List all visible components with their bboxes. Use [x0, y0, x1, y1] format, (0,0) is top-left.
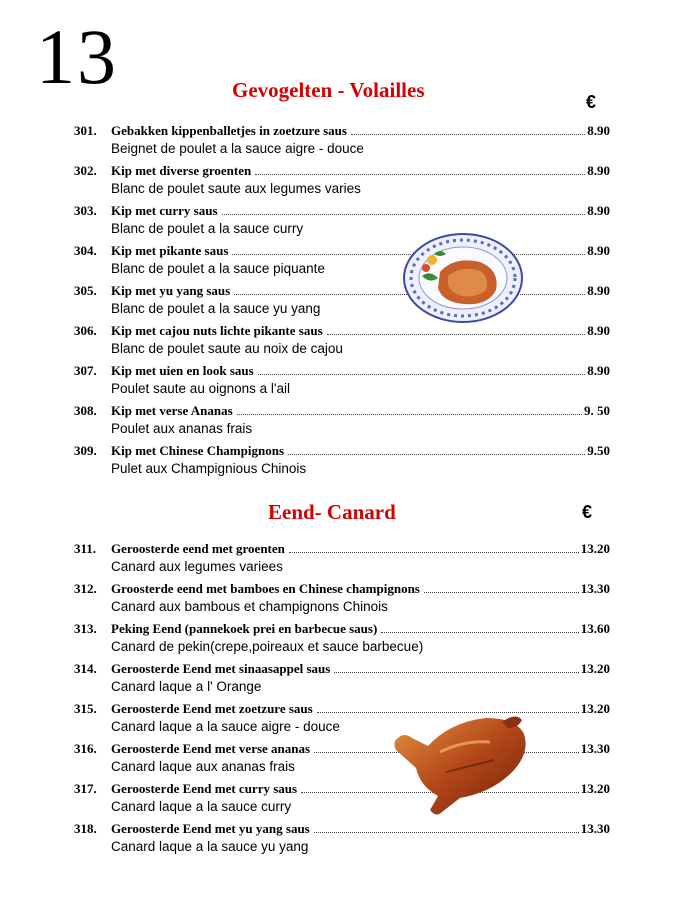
item-name: Geroosterde eend met groenten: [111, 541, 285, 556]
item-number: 305.: [74, 283, 97, 298]
item-name: Kip met cajou nuts lichte pikante saus: [111, 323, 323, 338]
currency-symbol: €: [586, 92, 597, 112]
item-name: Kip met verse Ananas: [111, 403, 233, 418]
dotted-leader: [381, 632, 578, 633]
menu-item: [74, 239, 610, 279]
menu-item: [74, 159, 610, 199]
item-number: 315.: [74, 701, 97, 716]
item-description: Canard de pekin(crepe,poireaux et sauce barbecue): [111, 639, 424, 654]
item-number: 307.: [74, 363, 97, 378]
item-name: Geroosterde Eend met curry saus: [111, 781, 298, 796]
item-description: Canard aux bambous et champignons Chinois: [111, 599, 388, 614]
dotted-leader: [237, 414, 582, 415]
item-price: 8.90: [587, 243, 610, 258]
menu-item: [74, 617, 610, 657]
dotted-leader: [255, 174, 585, 175]
item-description: Canard aux legumes variees: [111, 559, 283, 574]
item-name: Geroosterde Eend met yu yang saus: [111, 821, 310, 836]
item-price: 13.20: [580, 781, 610, 796]
menu-item-header: [74, 537, 610, 557]
item-description: Blanc de poulet saute aux legumes varies: [111, 181, 361, 196]
menu-item: [74, 199, 610, 239]
item-name: Kip met Chinese Champignons: [111, 443, 284, 458]
menu-item-header: [74, 617, 610, 637]
dotted-leader: [424, 592, 579, 593]
item-description: Poulet aux ananas frais: [111, 421, 253, 436]
item-number: 302.: [74, 163, 97, 178]
item-price: 13.30: [580, 581, 610, 596]
menu-item-header: [74, 239, 610, 259]
menu-item: [74, 399, 610, 439]
item-name: Groosterde eend met bamboes en Chinese champignons: [111, 581, 420, 596]
item-price: 13.20: [580, 701, 610, 716]
dotted-leader: [327, 334, 586, 335]
item-number: 312.: [74, 581, 97, 596]
item-price: 13.20: [580, 661, 610, 676]
item-price: 9. 50: [584, 403, 610, 418]
item-price: 13.20: [580, 541, 610, 556]
menu-item-header: [74, 657, 610, 677]
item-description: Canard laque a l' Orange: [111, 679, 262, 694]
menu-item-header: [74, 399, 610, 419]
dotted-leader: [222, 214, 586, 215]
item-name: Peking Eend (pannekoek prei en barbecue saus): [111, 621, 378, 636]
item-name: Geroosterde Eend met zoetzure saus: [111, 701, 313, 716]
item-description: Canard laque a la sauce yu yang: [111, 839, 309, 854]
section-title-duck: Eend- Canard: [268, 500, 396, 524]
menu-item: [74, 439, 610, 479]
menu-item: [74, 537, 610, 577]
dotted-leader: [351, 134, 585, 135]
menu-item-header: [74, 439, 610, 459]
dotted-leader: [289, 552, 579, 553]
item-price: 8.90: [587, 203, 610, 218]
item-description: Pulet aux Champignious Chinois: [111, 461, 307, 476]
item-name: Geroosterde Eend met verse ananas: [111, 741, 311, 756]
menu-item: [74, 359, 610, 399]
menu-list-poultry: [74, 119, 610, 479]
item-description: Canard laque aux ananas frais: [111, 759, 295, 774]
item-description: Blanc de poulet a la sauce piquante: [111, 261, 325, 276]
item-price: 8.90: [587, 363, 610, 378]
item-number: 316.: [74, 741, 97, 756]
item-number: 314.: [74, 661, 97, 676]
item-number: 308.: [74, 403, 97, 418]
roasted-duck-image: [390, 712, 532, 818]
dotted-leader: [288, 454, 585, 455]
item-description: Poulet saute au oignons a l'ail: [111, 381, 290, 396]
item-number: 318.: [74, 821, 97, 836]
item-name: Kip met curry saus: [111, 203, 218, 218]
menu-item-header: [74, 119, 610, 139]
item-name: Kip met diverse groenten: [111, 163, 252, 178]
item-price: 8.90: [587, 283, 610, 298]
item-name: Kip met uien en look saus: [111, 363, 254, 378]
item-name: Kip met pikante saus: [111, 243, 229, 258]
item-number: 309.: [74, 443, 97, 458]
currency-symbol-duck: €: [582, 502, 593, 522]
item-price: 8.90: [587, 323, 610, 338]
chicken-plate-image: [402, 232, 524, 324]
menu-item: [74, 577, 610, 617]
item-description: Canard laque a la sauce curry: [111, 799, 292, 814]
item-number: 303.: [74, 203, 97, 218]
item-price: 13.60: [580, 621, 610, 636]
item-number: 306.: [74, 323, 97, 338]
item-price: 8.90: [587, 123, 610, 138]
item-price: 13.30: [580, 821, 610, 836]
menu-item: [74, 279, 610, 319]
item-number: 317.: [74, 781, 97, 796]
item-number: 311.: [74, 541, 97, 556]
menu-item: [74, 319, 610, 359]
item-number: 304.: [74, 243, 97, 258]
item-price: 9.50: [587, 443, 610, 458]
section-title-poultry: Gevogelten - Volailles: [232, 78, 425, 102]
menu-item-header: [74, 577, 610, 597]
item-description: Blanc de poulet saute au noix de cajou: [111, 341, 343, 356]
menu-item-header: [74, 817, 610, 837]
page-number: 13: [36, 13, 118, 100]
item-name: Kip met yu yang saus: [111, 283, 231, 298]
dotted-leader: [314, 832, 579, 833]
item-description: Blanc de poulet a la sauce curry: [111, 221, 304, 236]
item-name: Gebakken kippenballetjes in zoetzure saus: [111, 123, 347, 138]
item-description: Blanc de poulet a la sauce yu yang: [111, 301, 321, 316]
menu-item-header: [74, 279, 610, 299]
menu-item-header: [74, 319, 610, 339]
item-number: 301.: [74, 123, 97, 138]
item-price: 8.90: [587, 163, 610, 178]
menu-item-header: [74, 199, 610, 219]
item-price: 13.30: [580, 741, 610, 756]
item-number: 313.: [74, 621, 97, 636]
dotted-leader: [258, 374, 586, 375]
menu-item-header: [74, 159, 610, 179]
menu-item: [74, 657, 610, 697]
menu-item-header: [74, 359, 610, 379]
menu-item: [74, 817, 610, 857]
dotted-leader: [334, 672, 578, 673]
item-name: Geroosterde Eend met sinaasappel saus: [111, 661, 331, 676]
menu-item: [74, 119, 610, 159]
item-description: Canard laque a la sauce aigre - douce: [111, 719, 340, 734]
item-description: Beignet de poulet a la sauce aigre - douce: [111, 141, 364, 156]
